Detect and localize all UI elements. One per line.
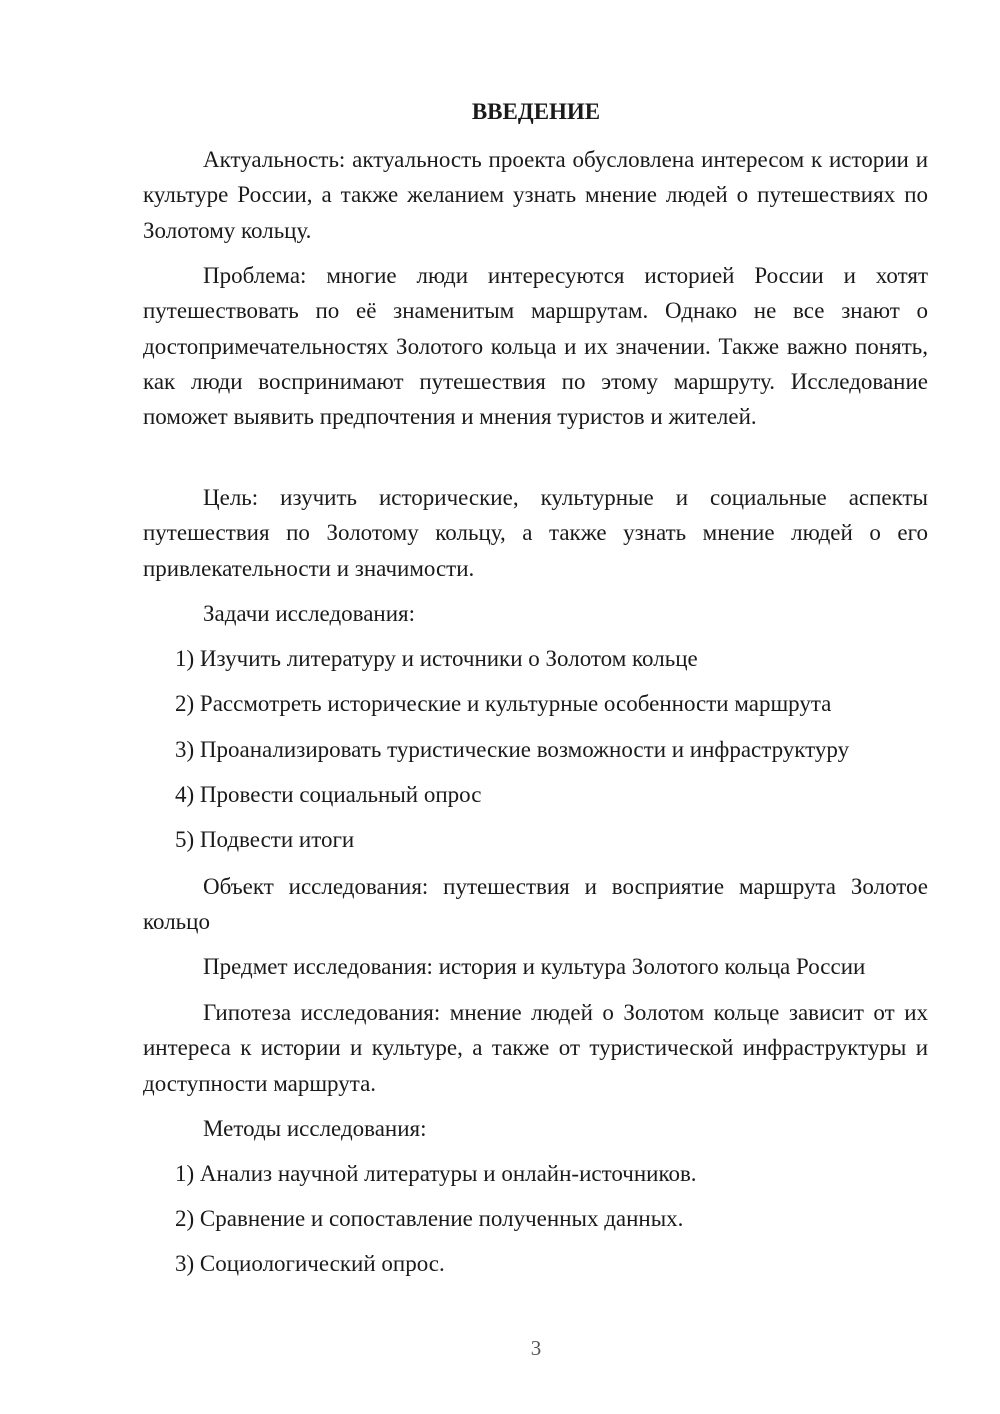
page-title: ВВЕДЕНИЕ [471,99,601,124]
task-item: 5) Подвести итоги [175,827,355,852]
task-item: 2) Рассмотреть исторические и культурные особенности маршрута [175,691,832,716]
method-item: 2) Сравнение и сопоставление полученных данных. [175,1206,684,1231]
tasks-heading: Задачи исследования: [203,601,416,626]
task-item: 4) Провести социальный опрос [175,782,482,807]
method-item: 3) Социологический опрос. [175,1251,445,1276]
task-item: 3) Проанализировать туристические возможности и инфраструктуру [175,737,850,762]
page-number: 3 [530,1336,542,1360]
hypothesis-paragraph: Гипотеза исследования: мнение людей о Золотом кольце зависит от их интереса к истории и культуре, а также от туристической инфраструктуры и доступности маршрута. [143,1000,928,1096]
methods-heading: Методы исследования: [203,1116,427,1141]
subject-paragraph: Предмет исследования: история и культура Золотого кольца России [203,954,866,979]
relevance-paragraph: Актуальность: актуальность проекта обусловлена интересом к истории и культуре России, а также желанием узнать мнение людей о путешествиях по Золотому кольцу. [143,147,928,243]
goal-paragraph: Цель: изучить исторические, культурные и социальные аспекты путешествия по Золотому кольцу, а также узнать мнение людей о его привлекательности и значимости. [143,485,928,581]
method-item: 1) Анализ научной литературы и онлайн-источников. [175,1161,697,1186]
object-paragraph: Объект исследования: путешествия и восприятие маршрута Золотое кольцо [143,874,928,935]
problem-paragraph: Проблема: многие люди интересуются историей России и хотят путешествовать по её знаменитым маршрутам. Однако не все знают о достопримечательностях Золотого кольца и их значении. Также важно понять, как люди воспринимают путешествия по этому маршруту. Исследование поможет выявить предпочтения и мнения туристов и жителей. [143,263,928,430]
task-item: 1) Изучить литературу и источники о Золотом кольце [175,646,698,671]
